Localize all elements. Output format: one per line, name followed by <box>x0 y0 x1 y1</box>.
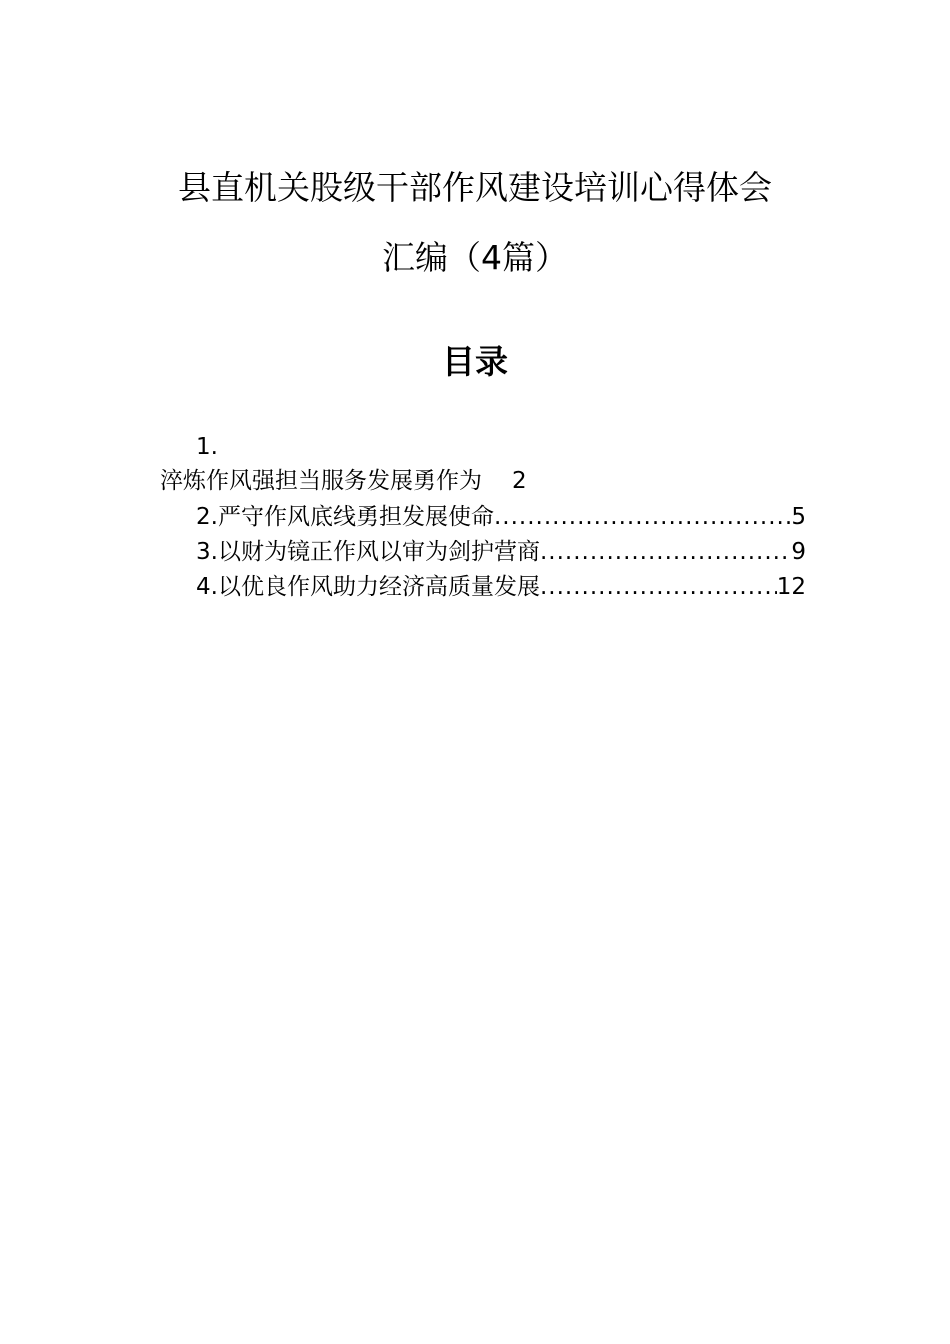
dot-leader <box>540 572 777 602</box>
toc-heading: 目录 <box>442 342 508 381</box>
dot-leader <box>540 537 791 567</box>
toc-entry-4[interactable] <box>196 572 806 602</box>
toc-entry-4-page: 12 <box>776 574 806 600</box>
dot-leader <box>494 502 791 532</box>
toc-entry-1-title: 淬炼作风强担当服务发展勇作为 <box>160 468 482 494</box>
toc-entry-3-title: 以财为镜正作风以审为剑护营商 <box>217 539 540 565</box>
toc-entry-1-number: 1. <box>196 434 218 460</box>
toc-entry-4-title: 以优良作风助力经济高质量发展 <box>217 574 540 600</box>
toc-entry-1[interactable] <box>160 466 527 496</box>
toc-entry-3-page: 9 <box>791 539 806 565</box>
toc-entry-2-number: 2. <box>196 504 218 530</box>
toc-entry-2-title: 严守作风底线勇担发展使命 <box>217 504 494 530</box>
toc-entry-4-number: 4. <box>196 574 218 600</box>
toc-entry-3[interactable] <box>196 537 806 567</box>
toc-entry-2[interactable] <box>196 502 806 532</box>
document-title-continued: 汇编（4篇） <box>382 238 568 277</box>
toc-entry-3-number: 3. <box>196 539 218 565</box>
toc-entry-2-page: 5 <box>791 504 806 530</box>
document-title: 县直机关股级干部作风建设培训心得体会 <box>178 168 772 207</box>
toc-entry-1-page: 2 <box>512 468 527 494</box>
